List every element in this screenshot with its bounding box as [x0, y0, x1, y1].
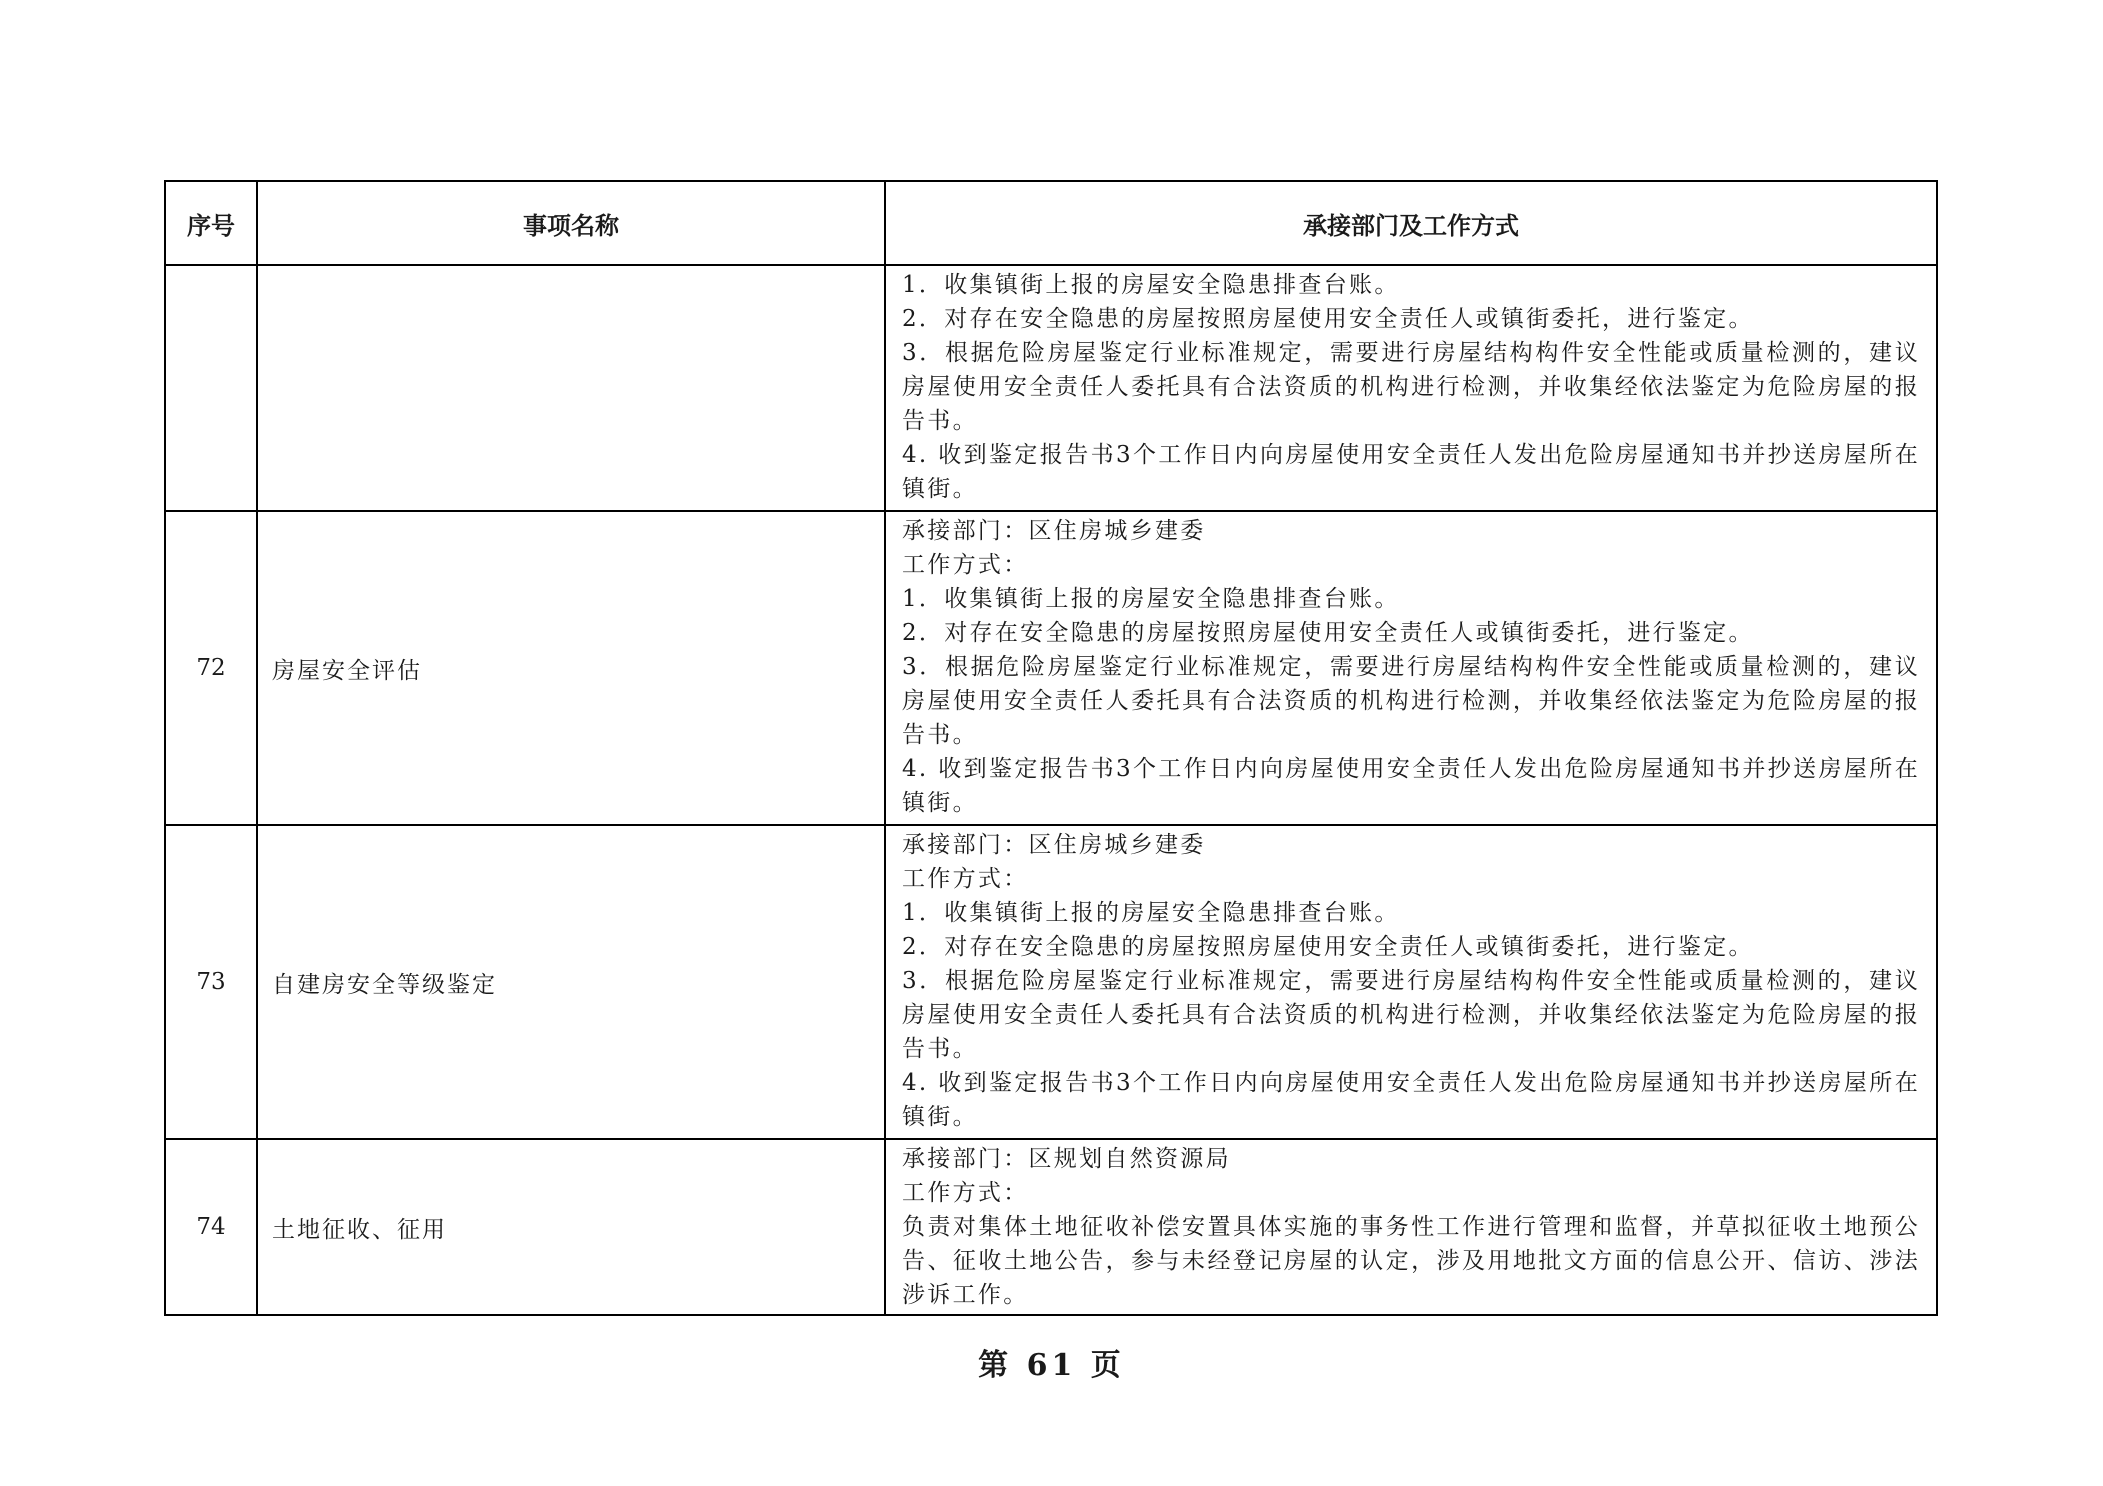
row-name — [257, 265, 885, 511]
row-seq — [165, 265, 257, 511]
work-line: 承接部门：区规划自然资源局 — [902, 1146, 1231, 1172]
work-line: 4. 收到鉴定报告书3个工作日内向房屋使用安全责任人发出危险房屋通知书并抄送房屋所在镇街。 — [902, 756, 1920, 816]
work-line: 2．对存在安全隐患的房屋按照房屋使用安全责任人或镇街委托，进行鉴定。 — [902, 934, 1754, 960]
header-seq: 序号 — [165, 181, 257, 265]
header-name: 事项名称 — [257, 181, 885, 265]
table-row — [165, 511, 1937, 825]
page-number: 第 61 页 — [978, 1348, 1125, 1383]
table-header-row — [165, 181, 1937, 265]
work-line: 负责对集体土地征收补偿安置具体实施的事务性工作进行管理和监督，并草拟征收土地预公告、征收土地公告，参与未经登记房屋的认定，涉及用地批文方面的信息公开、信访、涉法涉诉工作。 — [902, 1214, 1920, 1308]
row-name: 自建房安全等级鉴定 — [257, 825, 885, 1139]
work-line: 1．收集镇街上报的房屋安全隐患排查台账。 — [902, 586, 1400, 612]
work-line: 3．根据危险房屋鉴定行业标准规定，需要进行房屋结构构件安全性能或质量检测的，建议房屋使用安全责任人委托具有合法资质的机构进行检测，并收集经依法鉴定为危险房屋的报告书。 — [902, 654, 1920, 748]
row-seq: 73 — [165, 825, 257, 1139]
row-work — [885, 1139, 1937, 1315]
work-line: 承接部门：区住房城乡建委 — [902, 518, 1206, 544]
table-row — [165, 825, 1937, 1139]
work-line: 工作方式： — [902, 552, 1029, 578]
row-work — [885, 511, 1937, 825]
table-row — [165, 1139, 1937, 1315]
work-line: 4. 收到鉴定报告书3个工作日内向房屋使用安全责任人发出危险房屋通知书并抄送房屋所在镇街。 — [902, 1070, 1920, 1130]
work-line: 承接部门：区住房城乡建委 — [902, 832, 1206, 858]
work-line: 3．根据危险房屋鉴定行业标准规定，需要进行房屋结构构件安全性能或质量检测的，建议房屋使用安全责任人委托具有合法资质的机构进行检测，并收集经依法鉴定为危险房屋的报告书。 — [902, 340, 1920, 434]
row-name: 房屋安全评估 — [257, 511, 885, 825]
work-line: 4. 收到鉴定报告书3个工作日内向房屋使用安全责任人发出危险房屋通知书并抄送房屋所在镇街。 — [902, 442, 1920, 502]
work-line: 2．对存在安全隐患的房屋按照房屋使用安全责任人或镇街委托，进行鉴定。 — [902, 306, 1754, 332]
table-row — [165, 265, 1937, 511]
row-seq: 74 — [165, 1139, 257, 1315]
row-name: 土地征收、征用 — [257, 1139, 885, 1315]
items-table — [164, 180, 1938, 1316]
row-work — [885, 825, 1937, 1139]
work-line: 2．对存在安全隐患的房屋按照房屋使用安全责任人或镇街委托，进行鉴定。 — [902, 620, 1754, 646]
header-work: 承接部门及工作方式 — [885, 181, 1937, 265]
work-line: 1．收集镇街上报的房屋安全隐患排查台账。 — [902, 900, 1400, 926]
work-line: 1．收集镇街上报的房屋安全隐患排查台账。 — [902, 272, 1400, 298]
work-line: 工作方式： — [902, 1180, 1029, 1206]
row-work — [885, 265, 1937, 511]
work-line: 工作方式： — [902, 866, 1029, 892]
work-line: 3．根据危险房屋鉴定行业标准规定，需要进行房屋结构构件安全性能或质量检测的，建议房屋使用安全责任人委托具有合法资质的机构进行检测，并收集经依法鉴定为危险房屋的报告书。 — [902, 968, 1920, 1062]
row-seq: 72 — [165, 511, 257, 825]
